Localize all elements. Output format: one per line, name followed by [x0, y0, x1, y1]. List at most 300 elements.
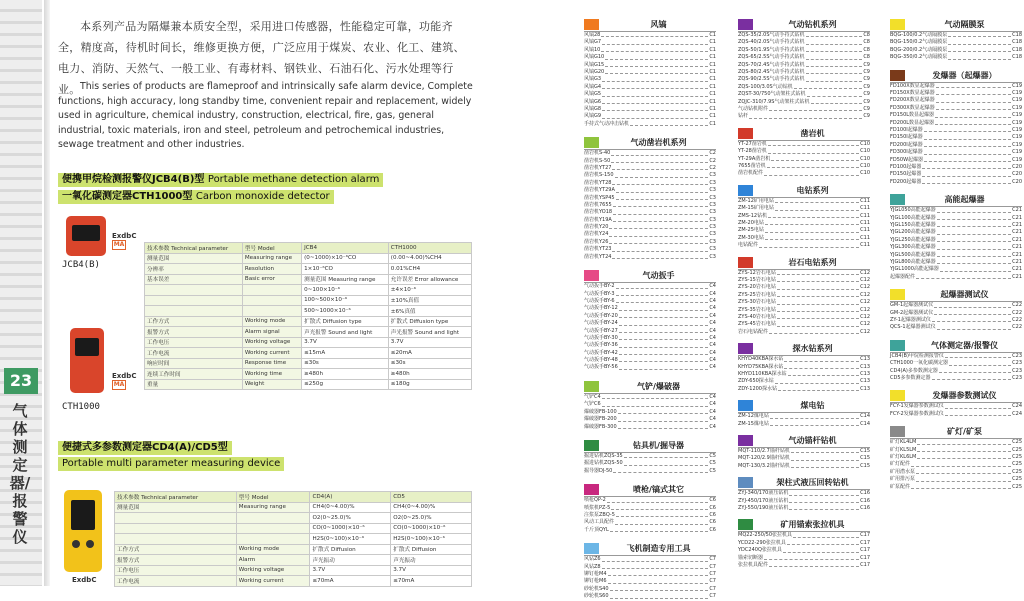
spec2-cell: [115, 534, 237, 545]
dot-leader: [922, 164, 1011, 169]
spec2-cell: ≤70mA: [391, 576, 472, 587]
dot-leader: [601, 32, 708, 37]
catalog-item[interactable]: [890, 447, 1022, 454]
catalog-item[interactable]: [584, 69, 716, 76]
catalog-item-name: 喷浆机PZ-5: [584, 504, 611, 511]
catalog-item[interactable]: [738, 106, 870, 113]
catalog-item[interactable]: [584, 394, 716, 401]
spec1-cell: [242, 306, 301, 317]
spec1-row: [145, 295, 472, 306]
dot-leader: [611, 158, 708, 163]
dot-leader: [806, 54, 863, 59]
catalog-item[interactable]: [584, 121, 716, 128]
catalog-item-name: YT-28凿岩机: [738, 148, 767, 155]
catalog-item[interactable]: [584, 519, 716, 526]
spec1-cell: [145, 306, 243, 317]
catalog-item-name: 矿灯KL4LM: [890, 439, 917, 446]
catalog-item[interactable]: [890, 157, 1022, 164]
catalog-item[interactable]: [584, 556, 716, 563]
catalog-item-name: 气动扳手BY-42: [584, 349, 618, 356]
catalog-item[interactable]: [890, 439, 1022, 446]
spec1-cell: 技术参数 Technical parameter: [145, 243, 243, 254]
spec1-cell: 允许误差 Error allowance: [388, 274, 471, 285]
spec1-cell: ±6%真值: [388, 306, 471, 317]
catalog-item[interactable]: [738, 505, 870, 512]
catalog-item[interactable]: [890, 411, 1022, 418]
dot-leader: [609, 224, 708, 229]
catalog-item[interactable]: [584, 401, 716, 408]
section1-heading-2: [58, 190, 334, 204]
catalog-item[interactable]: [890, 266, 1022, 273]
dot-leader: [937, 222, 1011, 227]
catalog-item-page: C7: [709, 593, 716, 600]
dot-leader: [937, 324, 1012, 329]
catalog-item[interactable]: [584, 505, 716, 512]
spec2-cell: 报警方式: [115, 555, 237, 566]
catalog-item-page: C18: [1012, 39, 1022, 46]
spec1-row: [145, 348, 472, 359]
catalog-item[interactable]: [890, 484, 1022, 491]
spec1-cell: (0.00~4.00)%CH4: [388, 253, 471, 264]
catalog-item-name: 电钻配件: [738, 242, 759, 249]
catalog-section: [584, 18, 716, 128]
catalog-item[interactable]: [738, 378, 870, 385]
catalog-item-name: YT-29A凿岩机: [738, 155, 771, 162]
section1-title-cn-2: 一氧化碳测定器CTH1000型: [62, 191, 193, 202]
catalog-section-header: [890, 69, 1022, 83]
catalog-item-name: YJGL800高能起爆器: [890, 258, 936, 265]
catalog-item[interactable]: [738, 227, 870, 234]
catalog-item[interactable]: [890, 171, 1022, 178]
spec2-cell: Working voltage: [236, 565, 310, 576]
catalog-item[interactable]: [738, 76, 870, 83]
catalog-item[interactable]: [738, 562, 870, 569]
catalog-item-page: C25: [1012, 453, 1022, 460]
dot-leader: [806, 69, 863, 74]
spec1-cell: 重量: [145, 379, 243, 390]
catalog-item[interactable]: [890, 360, 1022, 367]
catalog-item[interactable]: [890, 252, 1022, 259]
catalog-item[interactable]: [584, 497, 716, 504]
dot-leader: [618, 424, 709, 429]
catalog-item[interactable]: [584, 187, 716, 194]
catalog-item[interactable]: [890, 97, 1022, 104]
dot-leader: [787, 540, 859, 545]
catalog-item-name: YJGL100高能起爆器: [890, 214, 936, 221]
catalog-section-header: [738, 18, 870, 32]
catalog-item[interactable]: [584, 231, 716, 238]
catalog-item-page: C10: [860, 155, 870, 162]
catalog-item-page: C7: [709, 563, 716, 570]
catalog-item[interactable]: [738, 455, 870, 462]
dot-leader: [768, 148, 859, 153]
catalog-item-name: KHYD75KBA探水钻: [738, 363, 784, 370]
catalog-item[interactable]: [890, 54, 1022, 61]
dot-leader: [601, 47, 708, 52]
catalog-item[interactable]: [584, 527, 716, 534]
catalog-item[interactable]: [890, 403, 1022, 410]
catalog-section: [584, 380, 716, 431]
dot-leader: [937, 215, 1011, 220]
catalog-item[interactable]: [738, 364, 870, 371]
catalog-item[interactable]: [890, 149, 1022, 156]
catalog-item[interactable]: [890, 274, 1022, 281]
catalog-item-page: C10: [860, 170, 870, 177]
spec1-row: [145, 369, 472, 380]
dot-leader: [775, 378, 859, 383]
catalog-item[interactable]: [584, 62, 716, 69]
catalog-item-page: C8: [863, 39, 870, 46]
catalog-item-page: C22: [1012, 324, 1022, 331]
catalog-item[interactable]: [738, 148, 870, 155]
catalog-item-name: 凿岩机7655: [584, 201, 612, 208]
catalog-item-name: FD100起爆器: [890, 163, 922, 170]
spec2-cell: 工作电压: [115, 565, 237, 576]
catalog-item-page: C16: [860, 490, 870, 497]
dot-leader: [917, 454, 1011, 459]
page-number: 23: [4, 368, 38, 394]
catalog-item-name: 铆钉枪M4: [584, 570, 607, 577]
catalog-item[interactable]: [584, 195, 716, 202]
dot-leader: [612, 254, 708, 259]
catalog-item[interactable]: [890, 310, 1022, 317]
dot-leader: [937, 259, 1011, 264]
catalog-item[interactable]: [738, 270, 870, 277]
catalog-item[interactable]: [584, 320, 716, 327]
catalog-item[interactable]: [584, 84, 716, 91]
catalog-item[interactable]: [890, 215, 1022, 222]
spec1-row: [145, 379, 472, 390]
catalog-item[interactable]: [584, 416, 716, 423]
catalog-item[interactable]: [890, 244, 1022, 251]
catalog-item-page: C22: [1012, 302, 1022, 309]
spec2-row: [115, 523, 472, 534]
catalog-item[interactable]: [584, 150, 716, 157]
catalog-section: [738, 18, 870, 121]
catalog-item[interactable]: [738, 490, 870, 497]
dot-leader: [936, 97, 1011, 102]
catalog-item-page: C21: [1012, 229, 1022, 236]
catalog-section-header: [738, 184, 870, 198]
catalog-item-name: YJGL1000高能起爆器: [890, 266, 939, 273]
dot-leader: [768, 141, 859, 146]
catalog-item[interactable]: [738, 321, 870, 328]
catalog-item[interactable]: [738, 463, 870, 470]
catalog-item[interactable]: [738, 156, 870, 163]
catalog-item[interactable]: [584, 578, 716, 585]
catalog-item-name: ZYS-20岩石电钻: [738, 284, 776, 291]
catalog-item[interactable]: [738, 386, 870, 393]
spec2-cell: H2S(0~100)×10⁻⁶: [391, 534, 472, 545]
catalog-item-page: C6: [709, 504, 716, 511]
catalog-section: [584, 542, 716, 600]
ex-logo: ExdbC MA: [112, 232, 137, 248]
catalog-item[interactable]: [890, 368, 1022, 375]
catalog-item-name: 气动钻机附件: [738, 105, 769, 112]
catalog-item[interactable]: [584, 246, 716, 253]
catalog-item[interactable]: [584, 328, 716, 335]
catalog-item[interactable]: [584, 91, 716, 98]
catalog-section: [890, 193, 1022, 281]
catalog-item[interactable]: [584, 254, 716, 261]
catalog-item[interactable]: [738, 532, 870, 539]
catalog-section-header: [584, 380, 716, 394]
catalog-item-name: YJGL500高能起爆器: [890, 251, 936, 258]
catalog-item[interactable]: [584, 106, 716, 113]
catalog-item[interactable]: [890, 461, 1022, 468]
catalog-item-page: C19: [1012, 119, 1022, 126]
catalog-item[interactable]: [584, 424, 716, 431]
catalog-item[interactable]: [738, 99, 870, 106]
dot-leader: [791, 448, 859, 453]
spec1-row: [145, 264, 472, 275]
catalog-item[interactable]: [584, 32, 716, 39]
catalog-item[interactable]: [890, 120, 1022, 127]
catalog-item-page: C16: [860, 497, 870, 504]
catalog-item-name: 掘进钻机ZQS-35: [584, 453, 623, 459]
catalog-item-page: C7: [709, 578, 716, 585]
catalog-item-page: C2: [709, 157, 716, 164]
catalog-item[interactable]: [890, 39, 1022, 46]
catalog-item[interactable]: [738, 498, 870, 505]
catalog-item[interactable]: [738, 205, 870, 212]
dot-leader: [916, 274, 1011, 279]
catalog-item[interactable]: [890, 476, 1022, 483]
spec2-cell: 3.7V: [391, 565, 472, 576]
catalog-section-title: 岩石电钻系列: [788, 257, 837, 267]
dot-leader: [609, 231, 708, 236]
catalog-item-name: MQT-120/2.9锚杆钻机: [738, 455, 790, 462]
catalog-item[interactable]: [584, 305, 716, 312]
dot-leader: [806, 39, 863, 44]
section-color-swatch: [890, 426, 905, 437]
catalog-item[interactable]: [738, 62, 870, 69]
catalog-item[interactable]: [584, 99, 716, 106]
catalog-item-name: 砂轮机S60: [584, 593, 609, 600]
spec2-cell: CO(0~1000)×10⁻⁶: [310, 523, 391, 534]
dot-leader: [794, 84, 863, 89]
catalog-item[interactable]: [890, 229, 1022, 236]
spec1-cell: Basic error: [242, 274, 301, 285]
spec2-row: [115, 555, 472, 566]
catalog-item-page: C7: [709, 585, 716, 592]
spec2-cell: [236, 534, 310, 545]
dot-leader: [945, 353, 1011, 358]
catalog-item[interactable]: [738, 170, 870, 177]
catalog-item-name: GM-2起爆器测试仪: [890, 309, 934, 316]
catalog-item[interactable]: [738, 39, 870, 46]
catalog-item-name: 凿岩机S-40: [584, 150, 611, 157]
catalog-item-name: 凿岩机YT28: [584, 179, 612, 186]
catalog-item[interactable]: [584, 460, 716, 467]
catalog-item[interactable]: [584, 113, 716, 120]
catalog-item-page: C12: [860, 306, 870, 313]
catalog-item[interactable]: [584, 39, 716, 46]
section-color-swatch: [738, 435, 753, 446]
catalog-section: [738, 127, 870, 178]
catalog-item[interactable]: [584, 291, 716, 298]
catalog-item[interactable]: [584, 158, 716, 165]
catalog-section-title: 发爆器（起爆器）: [932, 70, 997, 80]
dot-leader: [619, 328, 709, 333]
catalog-item-name: QCS-1起爆器测试仪: [890, 324, 936, 331]
catalog-item[interactable]: [738, 299, 870, 306]
ex-logo: ExdbC MA: [112, 372, 137, 388]
spec1-row: [145, 306, 472, 317]
catalog-item[interactable]: [738, 307, 870, 314]
catalog-item-page: C16: [860, 504, 870, 511]
catalog-item[interactable]: [738, 284, 870, 291]
catalog-item[interactable]: [890, 134, 1022, 141]
spec2-cell: CD4(A): [310, 492, 391, 503]
catalog-item[interactable]: [890, 375, 1022, 382]
catalog-section-header: [738, 127, 870, 141]
catalog-item[interactable]: [738, 54, 870, 61]
dot-leader: [624, 460, 709, 465]
dot-leader: [917, 439, 1011, 444]
catalog-item[interactable]: [738, 91, 870, 98]
catalog-item[interactable]: [890, 324, 1022, 331]
catalog-item-page: C15: [860, 448, 870, 454]
section-color-swatch: [890, 19, 905, 30]
section-color-swatch: [738, 128, 753, 139]
catalog-section-header: [890, 389, 1022, 403]
catalog-item[interactable]: [890, 302, 1022, 309]
catalog-item[interactable]: [738, 413, 870, 420]
catalog-section-title: 飞机制造专用工具: [626, 544, 691, 554]
catalog-item[interactable]: [738, 356, 870, 363]
catalog-item-page: C5: [709, 453, 716, 459]
catalog-item[interactable]: [584, 209, 716, 216]
catalog-item-page: C21: [1012, 207, 1022, 214]
catalog-item[interactable]: [738, 329, 870, 336]
catalog-section-title: 矿用锚索张拉机具: [780, 520, 845, 530]
catalog-item[interactable]: [738, 547, 870, 554]
section-color-swatch: [738, 19, 753, 30]
catalog-item[interactable]: [584, 593, 716, 600]
catalog-item[interactable]: [584, 564, 716, 571]
catalog-item[interactable]: [584, 217, 716, 224]
dot-leader: [610, 586, 709, 591]
catalog-item[interactable]: [584, 364, 716, 371]
catalog-item-name: 风动工具配件: [584, 519, 615, 526]
dot-leader: [613, 468, 708, 473]
spec1-cell: 100~500×10⁻⁶: [302, 295, 389, 306]
catalog-item-name: 矿用潜水泵: [890, 468, 916, 475]
catalog-item[interactable]: [584, 342, 716, 349]
catalog-item[interactable]: [584, 172, 716, 179]
dot-leader: [945, 403, 1011, 408]
catalog-item-name: ZQJC-310/7.9S气动架柱式钻机: [738, 98, 810, 105]
catalog-item-page: C25: [1012, 476, 1022, 483]
catalog-item[interactable]: [890, 83, 1022, 90]
catalog-section: [738, 518, 870, 569]
catalog-item[interactable]: [584, 54, 716, 61]
catalog-item-name: ZQS-90/2.5S气动手持式钻机: [738, 76, 805, 83]
catalog-item-page: C11: [860, 234, 870, 241]
dot-leader: [630, 121, 708, 126]
catalog-item-page: C4: [709, 408, 716, 415]
catalog-item-page: C13: [860, 378, 870, 385]
catalog-item-name: ZYS-40岩石电钻: [738, 313, 776, 320]
catalog-section-title: 气动隔膜泵: [944, 20, 985, 29]
catalog-item-page: C15: [860, 462, 870, 469]
catalog-item-page: C9: [863, 105, 870, 112]
catalog-item-page: C1: [709, 32, 716, 38]
catalog-item[interactable]: [738, 242, 870, 249]
catalog-item-name: 凿岩机Y26: [584, 238, 609, 245]
dot-leader: [602, 113, 708, 118]
catalog-item[interactable]: [584, 283, 716, 290]
catalog-item-name: 风镐G20: [584, 68, 605, 75]
catalog-item[interactable]: [890, 112, 1022, 119]
dot-leader: [619, 342, 709, 347]
catalog-item[interactable]: [890, 179, 1022, 186]
section-color-swatch: [584, 270, 599, 281]
catalog-item[interactable]: [584, 76, 716, 83]
dot-leader: [784, 356, 859, 361]
catalog-item[interactable]: [890, 142, 1022, 149]
catalog-item-page: C23: [1012, 360, 1022, 367]
spec1-row: [145, 243, 472, 254]
catalog-section-header: [738, 434, 870, 448]
spec1-cell: 测量范围 Measuring range: [302, 274, 389, 285]
catalog-section: [890, 18, 1022, 62]
dot-leader: [791, 455, 859, 460]
catalog-item-page: C4: [709, 394, 716, 400]
catalog-item-name: 风镐10: [584, 46, 601, 53]
dot-leader: [935, 112, 1011, 117]
dot-leader: [932, 317, 1011, 322]
catalog-item-name: ZYJ-340/170液压钻机: [738, 490, 789, 497]
catalog-item-page: C4: [709, 320, 716, 327]
jcb4-label: JCB4(B): [62, 260, 100, 270]
catalog-item-page: C1: [709, 83, 716, 90]
spec2-cell: 技术参数 Technical parameter: [115, 492, 237, 503]
catalog-item-page: C14: [860, 420, 870, 427]
catalog-item-page: C19: [1012, 134, 1022, 141]
dot-leader: [936, 105, 1011, 110]
catalog-item[interactable]: [890, 207, 1022, 214]
catalog-section-header: [890, 339, 1022, 353]
catalog-item[interactable]: [738, 113, 870, 120]
catalog-item[interactable]: [738, 213, 870, 220]
dot-leader: [793, 532, 859, 537]
catalog-item-name: ZYS-12岩石电钻: [738, 269, 776, 276]
catalog-item-page: C25: [1012, 439, 1022, 446]
catalog-item-page: C4: [709, 342, 716, 349]
catalog-item-page: C19: [1012, 156, 1022, 163]
dot-leader: [749, 113, 862, 118]
dot-leader: [602, 564, 709, 569]
spec1-cell: Working mode: [242, 316, 301, 327]
catalog-item[interactable]: [738, 421, 870, 428]
catalog-item-page: C10: [860, 148, 870, 155]
catalog-item-page: C19: [1012, 126, 1022, 133]
catalog-item[interactable]: [584, 350, 716, 357]
section2-title-cn: 便捷式多参数测定器CD4(A)/CD5型: [62, 442, 228, 453]
dot-leader: [937, 252, 1011, 257]
section-color-swatch: [738, 519, 753, 530]
dot-leader: [616, 291, 709, 296]
catalog-item[interactable]: [584, 468, 716, 475]
catalog-item-page: C19: [1012, 104, 1022, 111]
catalog-section-header: [738, 518, 870, 532]
spec1-row: [145, 316, 472, 327]
catalog-item[interactable]: [738, 555, 870, 562]
spec2-row: [115, 576, 472, 587]
dot-leader: [605, 54, 708, 59]
